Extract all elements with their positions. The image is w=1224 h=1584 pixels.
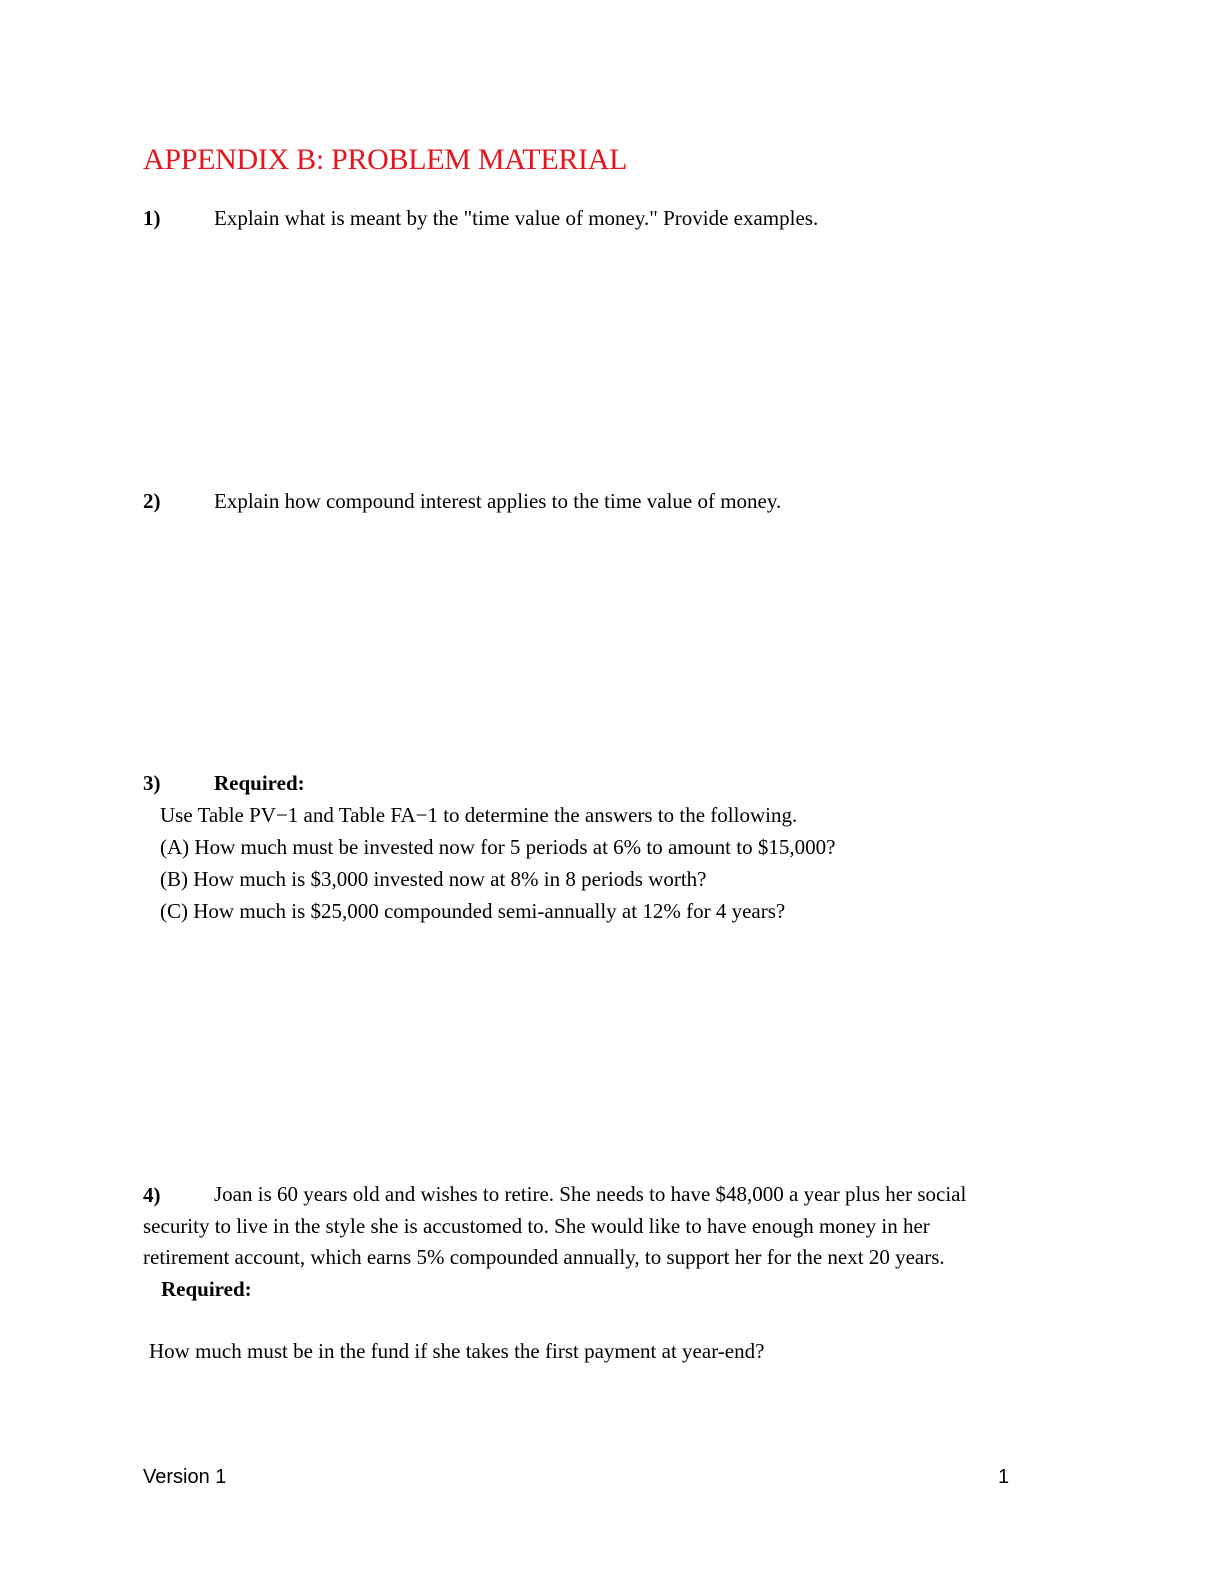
question-4-line-2: security to live in the style she is accustomed to. She would like to have enough money in her	[143, 1214, 930, 1238]
question-3-required-heading: Required:	[214, 771, 305, 795]
question-3-part-b: (B) How much is $3,000 invested now at 8% in 8 periods worth?	[160, 867, 707, 891]
question-2-number: 2)	[143, 489, 161, 513]
question-4-line-3: retirement account, which earns 5% compounded annually, to support her for the next 20 years.	[143, 1245, 945, 1269]
question-4-prompt: How much must be in the fund if she takes the first payment at year-end?	[149, 1339, 765, 1363]
question-3-number: 3)	[143, 771, 161, 795]
question-3-part-c: (C) How much is $25,000 compounded semi-annually at 12% for 4 years?	[160, 899, 786, 923]
question-1-number: 1)	[143, 206, 161, 230]
page-title: APPENDIX B: PROBLEM MATERIAL	[143, 143, 628, 176]
question-3-instruction: Use Table PV−1 and Table FA−1 to determine the answers to the following.	[160, 803, 798, 827]
question-4-line-1: Joan is 60 years old and wishes to retire. She needs to have $48,000 a year plus her social	[214, 1182, 967, 1206]
question-2-text: Explain how compound interest applies to the time value of money.	[214, 489, 782, 513]
question-3-part-a: (A) How much must be invested now for 5 periods at 6% to amount to $15,000?	[160, 835, 836, 859]
question-4-number: 4)	[143, 1183, 161, 1207]
question-1-text: Explain what is meant by the "time value of money." Provide examples.	[214, 206, 819, 230]
footer-page-number: 1	[998, 1466, 1010, 1488]
footer-version: Version 1	[143, 1466, 227, 1488]
question-4-required-heading: Required:	[161, 1277, 252, 1301]
